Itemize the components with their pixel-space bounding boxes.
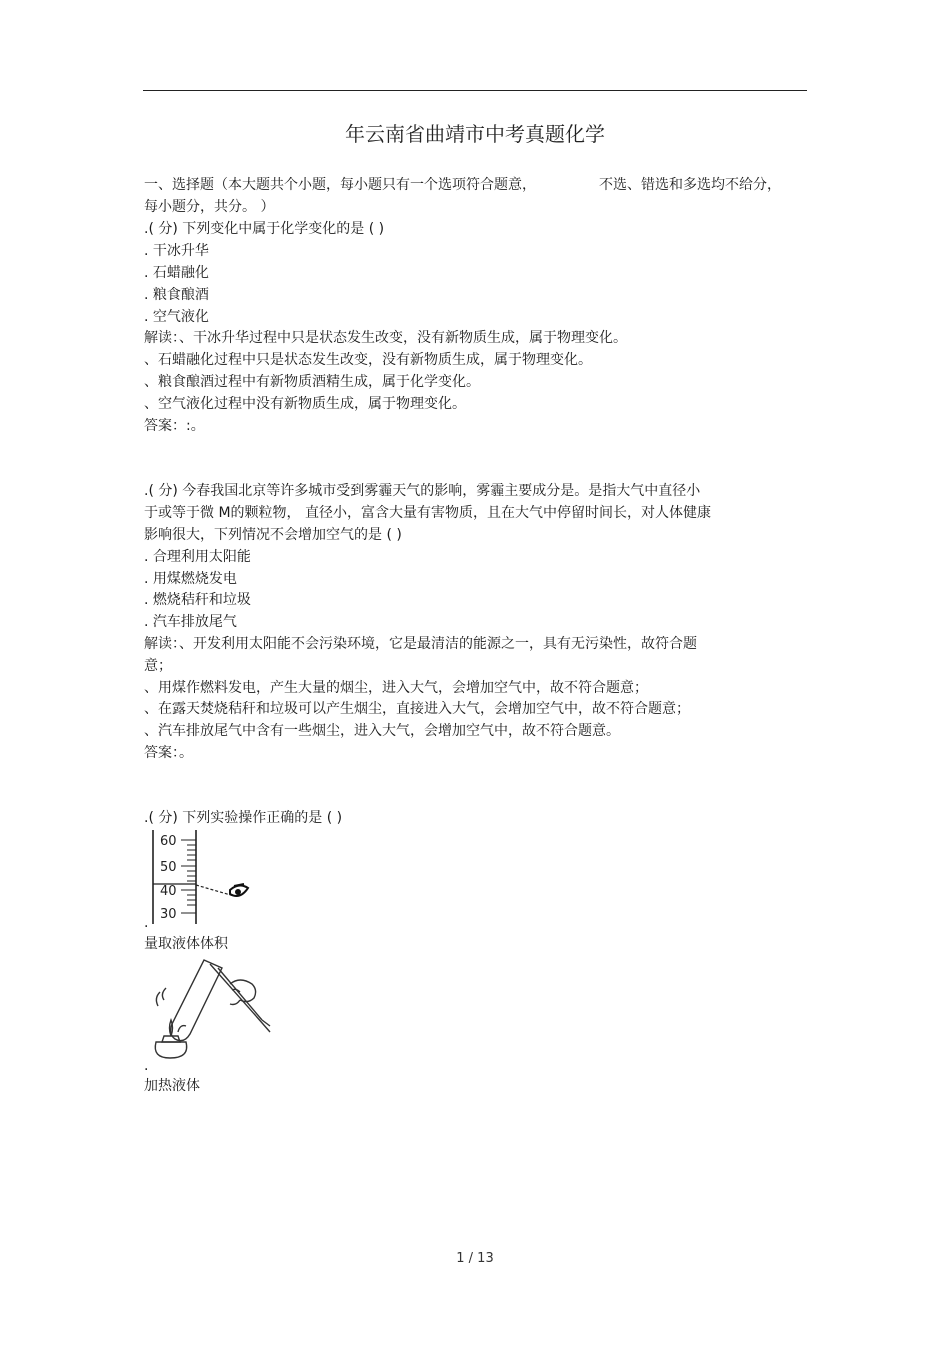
q3-option-a-dot: . [144,915,149,931]
page-number: 1 / 13 [456,1251,494,1266]
section-line2: 每小题分，共分。 ） [144,199,275,215]
q2-analysis-1: 解读：、开发利用太阳能不会污染环境，它是最清洁的能源之一，具有无污染性，故符合题 [144,636,697,652]
section-header [144,176,536,194]
q2-stem-2: 于或等于微 M的颗粒物， 直径小，富含大量有害物质，且在大气中停留时间长，对人体健康 [144,505,711,521]
heating-liquid-figure [144,954,274,1062]
q1-analysis-1: 解读：、干冰升华过程中只是状态发生改变，没有新物质生成，属于物理变化。 [144,330,627,346]
graduated-cylinder-figure [144,828,254,926]
q2-stem-1: .( 分) 今春我国北京等许多城市受到雾霾天气的影响，雾霾主要成分是。是指大气中直径小 [144,483,701,499]
cylinder-tick-60: 60 [160,834,177,849]
q2-analysis-3: 、用煤作燃料发电，产生大量的烟尘，进入大气，会增加空气中，故不符合题意； [144,680,648,696]
q2-option-c: . 燃烧秸秆和垃圾 [144,592,251,608]
eye-icon [230,884,248,896]
q1-option-b: . 石蜡融化 [144,265,209,281]
q2-stem-3: 影响很大，下列情况不会增加空气的是 ( ) [144,527,402,543]
q1-analysis-2: 、石蜡融化过程中只是状态发生改变，没有新物质生成，属于物理变化。 [144,352,592,368]
page-title: 年云南省曲靖市中考真题化学 [345,122,605,146]
q1-option-c: . 粮食酿酒 [144,287,209,303]
cylinder-tick-40: 40 [160,884,177,899]
section-line1-b: 不选、错选和多选均不给分， [599,177,781,193]
q1-option-a: . 干冰升华 [144,243,209,259]
cylinder-tick-50: 50 [160,860,177,875]
q3-stem: .( 分) 下列实验操作正确的是 ( ) [144,810,343,826]
q3-option-b-label: 加热液体 [144,1078,200,1094]
q1-analysis-4: 、空气液化过程中没有新物质生成，属于物理变化。 [144,396,466,412]
q2-option-d: . 汽车排放尾气 [144,614,237,630]
header-rule [143,90,807,91]
q1-option-d: . 空气液化 [144,309,209,325]
q3-option-a-label: 量取液体体积 [144,936,228,952]
q2-analysis-5: 、汽车排放尾气中含有一些烟尘，进入大气，会增加空气中，故不符合题意。 [144,723,620,739]
q2-analysis-2: 意； [144,658,172,674]
section-line1-a: 一、选择题（本大题共个小题，每小题只有一个选项符合题意， [144,177,536,193]
q2-option-a: . 合理利用太阳能 [144,549,251,565]
q2-option-b: . 用煤燃烧发电 [144,571,237,587]
q1-answer: 答案：:。 [144,418,205,434]
q2-answer: 答案：。 [144,745,193,761]
q3-option-b-dot: . [144,1058,149,1074]
q1-stem: .( 分) 下列变化中属于化学变化的是 ( ) [144,221,385,237]
q2-analysis-4: 、在露天焚烧秸秆和垃圾可以产生烟尘，直接进入大气，会增加空气中，故不符合题意； [144,701,690,717]
cylinder-tick-30: 30 [160,907,177,922]
q1-analysis-3: 、粮食酿酒过程中有新物质酒精生成，属于化学变化。 [144,374,480,390]
